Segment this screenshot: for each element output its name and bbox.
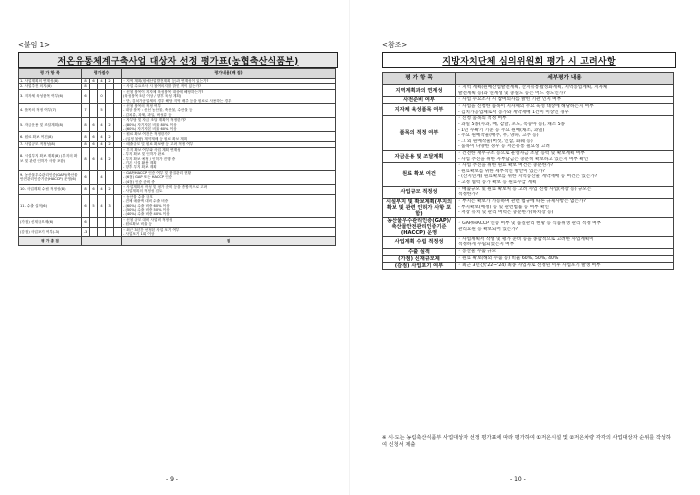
right-page <box>350 0 700 495</box>
score-cell <box>90 170 98 184</box>
table-row <box>383 150 674 162</box>
score-cell: 8 <box>82 132 90 142</box>
table-row <box>19 104 336 118</box>
row-item: 7. 사업규모 적정성(8) <box>19 142 82 147</box>
score-cell: 4 <box>98 147 106 170</box>
detail-line: - 김치가공업체로서 농가와 계약재배 1건이 이상인 경우 <box>458 109 569 115</box>
left-page-title: 저온유통체계구축사업 대상자 선정 평가표(농협축산식품부) <box>18 52 338 68</box>
score-cell: 5 <box>90 194 98 217</box>
score-cell <box>114 118 122 132</box>
score-cell: 4 <box>98 142 106 147</box>
score-cell: 6 <box>82 217 90 227</box>
criteria-line: - (80%) 자기자본 비율 80% 이상 <box>123 122 177 127</box>
detail-line: ◦ 부지는 확보가 가능하며 관련 법규에 따른 규제사항은 없는가? <box>458 199 586 205</box>
detail-line: ◦ 원료 확보(해외 수출 등) 비율 60%, 50%, 40% <box>458 256 559 262</box>
criteria-line: - 대상 품목 : 신선 농산물, 축산물, 수산물 등 <box>123 108 193 113</box>
row-criteria <box>122 170 336 184</box>
score-cell: 6 <box>82 170 90 184</box>
row-item: 1. 사업계획의 연계성(8) <box>19 79 82 84</box>
row-detail <box>456 248 674 255</box>
criteria-line: - 사업포기 1회 이상 <box>123 232 155 236</box>
row-detail <box>456 116 674 151</box>
total-value: 점 <box>122 237 336 246</box>
row-item: (감점) 사업포기 여부(-3) <box>19 227 82 237</box>
table-row <box>383 236 674 248</box>
detail-line: - 1년 수확기 기준 등 주요 원예(채소, 과일) <box>458 127 545 133</box>
criteria-line: - 부지 확보 및 인허가 완료 <box>123 152 165 157</box>
score-cell <box>106 170 114 184</box>
score-cell <box>114 184 122 194</box>
row-item: 3. 지자체 육성품목 여부(6) <box>19 89 82 103</box>
table-row <box>383 85 674 97</box>
criteria-line: - (60%) 수출 비중 60% 이상 <box>123 203 170 208</box>
row-detail <box>456 198 674 217</box>
score-cell <box>114 104 122 118</box>
score-cell <box>106 89 114 103</box>
row-item: 4. 품목의 적정 여부(7) <box>19 104 82 118</box>
row-detail <box>456 217 674 236</box>
score-cell <box>98 217 106 227</box>
row-criteria <box>122 104 336 118</box>
row-item: 수출 실적 <box>383 248 456 255</box>
row-criteria <box>122 194 336 217</box>
score-cell: 5 <box>98 104 106 118</box>
criteria-line: ◦ 신청 규모 대비 사업비 적정성 <box>123 217 173 222</box>
row-item: 2. 사업추진 의지(8) <box>19 84 82 89</box>
detail-line: 적정하게 수립되었는지 여부 <box>458 242 515 248</box>
detail-line: ◦ 사업 수요조사 시 참여의사를 밝힌 기관 인지 여부 <box>458 97 562 103</box>
header-score: 평가점수 <box>82 69 122 79</box>
criteria-line: - 전체 매출액 대비 수출 비중 <box>123 199 169 204</box>
detail-line: - 고정 협력 농가 확보 등 원료수급 계획 <box>458 179 537 185</box>
criteria-line: ◦ 부지 확보 여부와 사업 계획 연계성 <box>123 147 181 152</box>
row-criteria <box>122 132 336 142</box>
detail-line: ◦ 사업을 신청한 품목이 지자체의 주요 육성 대상에 해당하는지 여부 <box>458 104 594 110</box>
row-item: 원료 확보 여건 <box>383 163 456 186</box>
right-page-title: 지방자치단체 심의위원회 평가 시 고려사항 <box>382 52 676 68</box>
detail-line: - 주요 원예작물(배추, 무, 양파, 고추 등) <box>458 133 539 139</box>
row-item: 지자체 육성품목 여부 <box>383 104 456 116</box>
score-cell <box>114 89 122 103</box>
row-item: 6. 원료 확보 여건(8) <box>19 132 82 142</box>
row-detail <box>456 186 674 198</box>
score-cell: 8 <box>82 147 90 170</box>
score-cell: 6 <box>90 79 98 84</box>
score-cell: 4 <box>98 170 106 184</box>
score-cell: 6 <box>90 147 98 170</box>
criteria-line: ◦ 자부담 및 자금 조달 계획이 적정한가? <box>123 118 186 123</box>
score-cell: 6 <box>82 89 90 103</box>
header-item: 평 가 항 목 <box>19 69 82 79</box>
score-cell: 4 <box>98 184 106 194</box>
table-row <box>19 89 336 103</box>
row-item: 사전준비 여부 <box>383 97 456 104</box>
criteria-line: - (50%) 수출 비중 50% 이상 <box>123 207 170 212</box>
row-item: 5. 자금운용 및 조달계획(8) <box>19 118 82 132</box>
criteria-line: - 부지 확보 예정 / 인허가 진행 중 <box>123 156 176 161</box>
score-cell: 8 <box>82 79 90 84</box>
score-cell: 6 <box>82 194 90 217</box>
detail-line: ◦ 지역 계획(원예산업발전계획, 산지유통활성화계획, 지역농업계획, 지자체 <box>458 85 608 90</box>
row-item: 농산물우수관리인증(GAP)/축산물안전관리인증기준(HACCP) 운영 <box>383 217 456 236</box>
criteria-line: - (4점) 인증 준비 중 <box>123 179 155 184</box>
score-cell <box>106 227 114 237</box>
score-cell: 8 <box>82 118 90 132</box>
row-item: 시설부지 및 확보계획(부지의 확보 및 관련 인허가 사항 포함) <box>383 198 456 217</box>
criteria-line: ◦ 매출규모 및 원료 확보량 등 고려 적정 여부 <box>123 142 194 147</box>
table-row <box>19 147 336 170</box>
score-cell <box>90 227 98 237</box>
detail-line: ◦ 매출규모 및 원료 확보처 등 고려 사업 신청 사업(저장 등) 규모는 <box>458 186 592 192</box>
score-cell: 0 <box>98 89 106 103</box>
score-cell <box>114 217 122 227</box>
detail-line: ◦ 농산물 수출 규모 <box>458 249 497 255</box>
detail-line: 발전계획 등)과 연계성 및 충실도 등은 어느 정도인가? <box>458 90 566 96</box>
score-cell: 4 <box>98 194 106 217</box>
score-cell <box>98 227 106 237</box>
row-item: 10. 사업계획 수립 적정성(8) <box>19 184 82 194</box>
detail-line: - 그 외 원예작물(버섯, 인삼, 화훼 등) <box>458 138 533 144</box>
score-cell: 3 <box>106 194 114 217</box>
score-cell: 2 <box>106 184 114 194</box>
detail-line: - 과일 5종(사과, 배, 감귤, 포도, 복숭아 등), 채소 5종 <box>458 121 565 127</box>
score-cell: -3 <box>82 227 90 237</box>
header-item: 평 가 항 목 <box>383 73 456 85</box>
score-cell: 2 <box>106 118 114 132</box>
row-detail <box>456 97 674 104</box>
criteria-line: ◦ 지역 계획(원예산업발전계획 등)과 연계성이 있는가? <box>123 79 209 83</box>
row-criteria <box>122 118 336 132</box>
considerations-table-header <box>383 73 674 85</box>
table-row <box>383 198 674 217</box>
evaluation-table <box>18 68 336 246</box>
score-cell <box>114 170 122 184</box>
row-item: 품목의 적정 여부 <box>383 116 456 151</box>
row-item: 사업계획 수립 적정성 <box>383 236 456 248</box>
score-cell <box>90 104 98 118</box>
table-row <box>19 227 336 237</box>
row-item: 사업규모 적정성 <box>383 186 456 198</box>
detail-line: - 품목이 다양한 경우 등 저온유통 필요성 고려 <box>458 144 550 150</box>
score-cell: 6 <box>90 132 98 142</box>
score-cell: 2 <box>106 132 114 142</box>
criteria-line: - 김치류, 과채, 과일, 버섯류 등 <box>123 112 172 117</box>
criteria-line: ◦ 농산물 수출 규모 <box>123 194 153 199</box>
detail-line: - 부지확보(예정) 등 및 관련법률 등 여부 확인 <box>458 204 549 210</box>
row-criteria <box>122 147 336 170</box>
detail-line: - 원료확보를 위한 세부적인 방안이 있는가? <box>458 168 545 174</box>
criteria-line: ◦ 최근 3년간 선정된 사업 포기 여부 <box>123 227 180 232</box>
score-cell <box>106 217 114 227</box>
detail-line: ◦ GAP/HACCP 인증 여부 및 품질관리 현황 등 식품위생 관리 적정 여부 <box>458 221 602 227</box>
row-detail <box>456 236 674 248</box>
score-cell: 7 <box>82 104 90 118</box>
row-criteria <box>122 217 336 227</box>
criteria-line: - 사업계획의 적정성 검토 <box>123 189 163 194</box>
criteria-line: - 기존 시설 활용 계획 <box>123 160 157 165</box>
criteria-line: ◦ 사업 수요조사 시 참여의지를 밝힌 적이 있는가? <box>123 84 201 89</box>
score-cell: 2 <box>106 142 114 147</box>
score-cell <box>114 227 122 237</box>
table-row <box>19 184 336 194</box>
page-number: - 9 - <box>166 476 178 483</box>
detail-line: - 사업 추진을 위한 자부담금은 충분히 확보하고 있는지 여부 확인 <box>458 156 589 162</box>
table-row <box>19 170 336 184</box>
score-cell: 2 <box>106 147 114 170</box>
detail-line: - 저장 유치 및 관리 여력은 충분한가(하치장 등) <box>458 210 554 216</box>
score-cell <box>90 217 98 227</box>
score-cell: 2 <box>106 79 114 84</box>
row-item: (가점) 신재규모제 <box>383 255 456 262</box>
criteria-line: (육성품목 5년 이상 / 향후 육성 계획) <box>123 94 182 99</box>
criteria-line: ◦ 신청 품목의 적정 여부 <box>123 104 161 109</box>
table-row <box>383 163 674 186</box>
row-item: 9. 농산물우수관리인증(GAP)/축산물안전관리인증기준(HACCP) 운영(6) <box>19 170 82 184</box>
row-detail <box>456 104 674 116</box>
detail-line: - (산지연계) 원료확보를 위한 지역농산물 계약재배 등 여건은 있는가? <box>458 174 598 180</box>
table-row <box>383 186 674 198</box>
row-item: 11. 수출 실적(6) <box>19 194 82 217</box>
detail-line: 관리요원 등 확보되어 있는가? <box>458 226 519 232</box>
criteria-line: - (40%) 수출 비중 40% 이상 <box>123 212 170 217</box>
score-cell <box>114 132 122 142</box>
criteria-line: - 원료확보 비율 등 <box>123 222 153 227</box>
table-row <box>19 194 336 217</box>
page-number: - 10 - <box>510 476 526 483</box>
reference-tag: <참조> <box>382 41 408 49</box>
detail-line: 적정한가? <box>458 192 479 198</box>
detail-line: ◦ 건전한 재무구조 등으로 운영자금 조달 능력 및 확보계획 여부 <box>458 150 585 156</box>
score-cell: 4 <box>98 79 106 84</box>
detail-line: ◦ 사업계획서 작성 및 평가 준비 등을 종합적으로 고려한 사업계획이 <box>458 236 594 242</box>
criteria-line: ◦ 단, 김치가공업체의 경우 해당 지역 배추 등을 원료로 사용하는 경우 <box>123 98 232 103</box>
table-row <box>19 132 336 142</box>
detail-line: ◦ 최근 3년간('22~'24) 최종 사업자로 선정된 이후 사업포기 발생 여부 <box>458 263 601 269</box>
score-cell <box>114 194 122 217</box>
score-cell: 6 <box>90 184 98 194</box>
criteria-line: ◦ 신청 품목이 지자체 육성품목 대상에 해당하는가? <box>123 89 204 94</box>
row-detail <box>456 150 674 162</box>
criteria-line: - (60%) 자기자본 비율 60% 이상 <box>123 127 177 132</box>
row-detail <box>456 262 674 269</box>
table-row <box>19 118 336 132</box>
row-criteria <box>122 89 336 103</box>
table-row <box>383 248 674 255</box>
detail-line: ◦ 사업 추진을 위한 원료 확보 여건은 충분한가? <box>458 163 554 169</box>
table-row <box>383 262 674 269</box>
score-cell: 6 <box>90 142 98 147</box>
row-criteria <box>122 227 336 237</box>
row-criteria <box>122 184 336 194</box>
row-item: (가점) 신재규모제(6) <box>19 217 82 227</box>
row-item: 지역계획과의 연계성 <box>383 85 456 97</box>
header-detail: 세부평가 내용 <box>456 73 674 85</box>
header-criteria: 평가내용(배 점) <box>122 69 336 79</box>
criteria-line: - 향후 부지 확보 계획 <box>123 165 157 170</box>
score-cell: 8 <box>82 184 90 194</box>
row-detail <box>456 255 674 262</box>
score-cell <box>106 104 114 118</box>
evaluation-table-header <box>19 69 336 79</box>
row-detail <box>456 163 674 186</box>
criteria-line: ◦ 사업계획서 작성 및 평가 준비 등을 종합적으로 고려 <box>123 184 208 189</box>
table-row <box>383 217 674 236</box>
table-row <box>19 217 336 227</box>
row-item: 8. 시설부지 확보 계획(8) (부지의 확보 및 관련 인허가 사항 포함) <box>19 147 82 170</box>
table-row <box>383 255 674 262</box>
detail-line: ◦ 신청 품목의 적정 여부 <box>458 116 507 122</box>
criteria-line: - (일정 물량) 계약재배 등 원료 확보 계획 <box>123 136 188 141</box>
total-row <box>19 237 336 246</box>
row-item: (감점) 사업포기 여부 <box>383 262 456 269</box>
row-item: 자금운용 및 조달계획 <box>383 150 456 162</box>
row-detail <box>456 85 674 97</box>
table-row <box>383 116 674 151</box>
table-row <box>383 104 674 116</box>
score-cell: 4 <box>98 132 106 142</box>
score-cell: 6 <box>90 118 98 132</box>
criteria-line: - (6점) GAP 또는 HACCP 인증 <box>123 175 173 180</box>
attachment-tag: <붙임 1> <box>18 41 50 49</box>
footnote: ※ 시·도는 농림축산식품부 사업대상자 선정 평가표에 따라 평가하여 ①저온시설 및 ②저온차량 각각의 사업대상자 순위를 작성하여 신청서 제출 <box>382 435 671 448</box>
total-label: 평 가 총 점 <box>19 237 82 246</box>
score-cell: 4 <box>98 118 106 132</box>
considerations-table <box>382 72 674 270</box>
score-cell <box>90 89 98 103</box>
score-cell: 8 <box>82 84 90 89</box>
criteria-line: ◦ GAP/HACCP 인증 여부 및 품질관리 현황 <box>123 170 192 175</box>
score-cell <box>114 147 122 170</box>
criteria-line: ◦ 원료 확보 여건은 적정한가? <box>123 132 170 137</box>
table-row <box>383 97 674 104</box>
score-cell: 8 <box>82 142 90 147</box>
